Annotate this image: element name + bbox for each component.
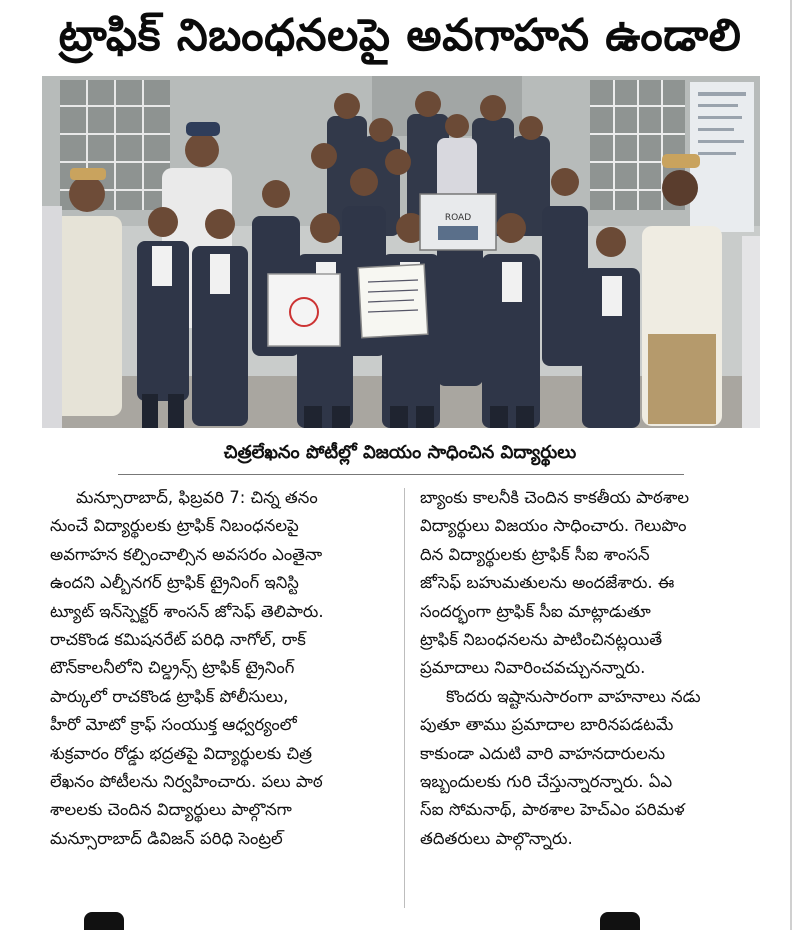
article-line: హీరో మోటో క్రాఫ్ సంయుక్త ఆధ్వర్యంలో xyxy=(50,715,297,735)
article-line: కొందరు ఇష్టానుసారంగా వాహనాలు నడు xyxy=(446,686,701,706)
article-line: ప్రమాదాలు నివారించవచ్చునన్నారు. xyxy=(420,658,646,678)
article-line: జోసెఫ్ బహుమతులను అందజేశారు. ఈ xyxy=(420,573,675,593)
article-line: మన్సూరాబాద్, ఫిబ్రవరి 7: చిన్న తనం xyxy=(76,488,318,507)
placard-text: ROAD xyxy=(444,213,472,223)
article-line: శాలలకు చెందిన విద్యార్థులు పాల్గొనగా xyxy=(50,800,292,820)
column-divider xyxy=(404,488,405,908)
article-line: నుంచే విద్యార్థులకు ట్రాఫిక్ నిబంధనలపై xyxy=(50,516,299,536)
article-line: టౌన్‌కాలనీలోని చిల్డ్రన్స్ ట్రాఫిక్ ట్రైనింగ్ xyxy=(50,658,295,678)
article-line: కాకుండా ఎదుటి వారి వాహనదారులను xyxy=(420,743,666,763)
article-line: దిన విద్యార్థులకు ట్రాఫిక్ సీఐ శాంసన్ xyxy=(420,544,650,564)
photo-caption: చిత్రలేఖనం పోటీల్లో విజయం సాధించిన విద్యార్థులు xyxy=(223,441,577,463)
cut-off-glyph xyxy=(84,912,124,930)
article-line: రాచకొండ కమిషనరేట్ పరిధి నాగోల్, రాక్ xyxy=(50,629,306,649)
article-line: మన్సూరాబాద్ డివిజన్ పరిధి సెంట్రల్ xyxy=(50,828,283,848)
article-line: విద్యార్థులు విజయం సాధించారు. గెలుపొం xyxy=(420,516,687,536)
article-line: లేఖనం పోటీలను నిర్వహించారు. పలు పాఠ xyxy=(50,771,323,791)
article-line: అవగాహన కల్పించాల్సిన అవసరం ఎంతైనా xyxy=(50,544,323,564)
article-column-left xyxy=(50,484,396,853)
article-line: ఇబ్బందులకు గురి చేస్తున్నారన్నారు. ఏఎ xyxy=(420,771,673,791)
article-line: పుతూ తాము ప్రమాదాల బారినపడటమే xyxy=(420,715,674,735)
article-column-right xyxy=(420,484,766,853)
caption-rule xyxy=(118,474,684,475)
article-line: ట్యూట్ ఇన్‌స్పెక్టర్ శాంసన్ జోసెఫ్ తెలిపారు. xyxy=(50,601,324,621)
article-line: బ్యాంకు కాలనీకి చెందిన కాకతీయ పాఠశాల xyxy=(420,488,690,507)
headline: ట్రాఫిక్ నిబంధనలపై అవగాహన ఉండాలి xyxy=(58,10,742,61)
article-line: శుక్రవారం రోడ్డు భద్రతపై విద్యార్థులకు చిత్ర xyxy=(50,743,312,763)
article-line: స్ఐ సోమనాథ్, పాఠశాల హెచ్‌ఎం పరిమళ xyxy=(420,800,685,820)
article-line: తదితరులు పాల్గొన్నారు. xyxy=(420,828,573,848)
cut-off-glyph xyxy=(600,912,640,930)
group-photo xyxy=(42,76,760,428)
article-line: పార్కులో రాచకొండ ట్రాఫిక్ పోలీసులు, xyxy=(50,686,289,706)
article-line: సందర్భంగా ట్రాఫిక్ సీఐ మాట్లాడుతూ xyxy=(420,601,651,621)
article-line: ట్రాఫిక్ నిబంధనలను పాటించినట్లయితే xyxy=(420,629,663,649)
article-line: ఉందని ఎల్బీనగర్ ట్రాఫిక్ ట్రైనింగ్ ఇనిస్టి xyxy=(50,573,299,593)
